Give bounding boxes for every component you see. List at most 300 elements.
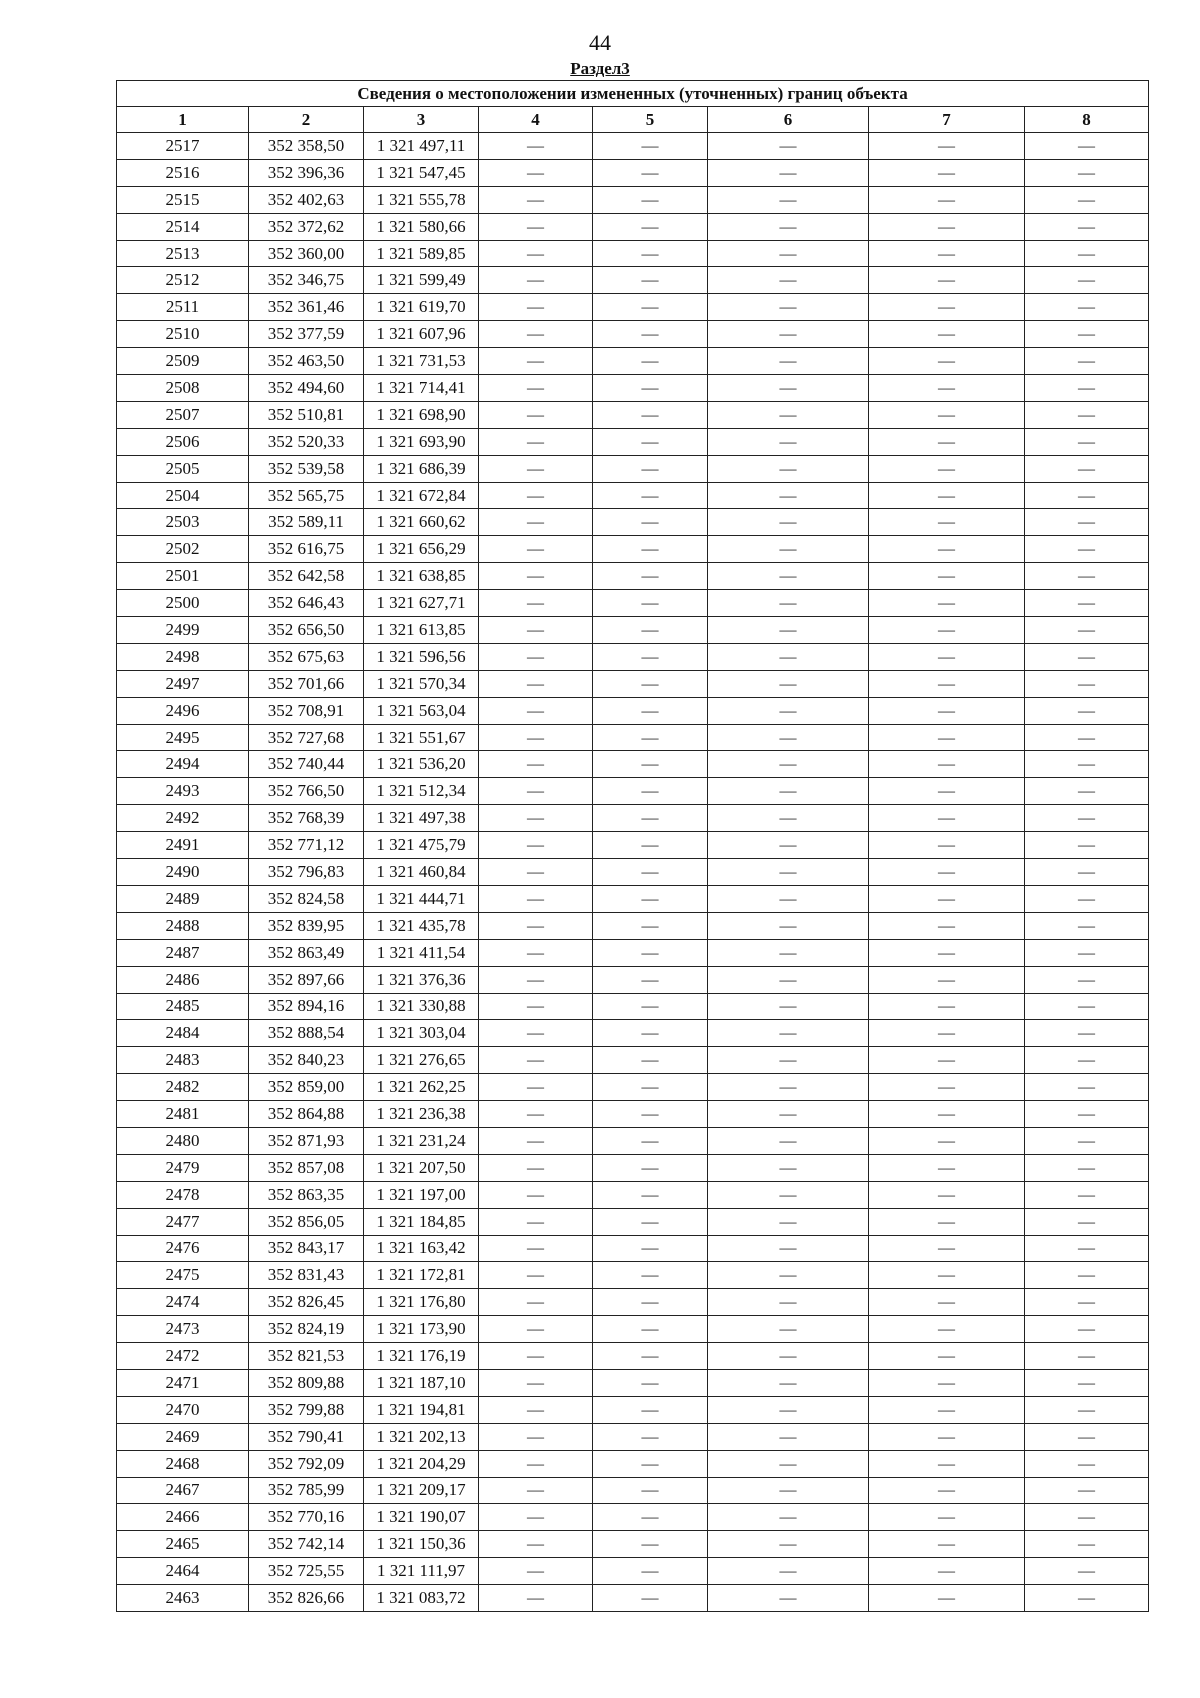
empty-dash-cell: — bbox=[708, 1504, 869, 1531]
point-number-cell: 2507 bbox=[117, 401, 249, 428]
empty-dash-cell: — bbox=[708, 428, 869, 455]
x-coordinate-cell: 352 826,66 bbox=[249, 1585, 364, 1612]
empty-dash-cell: — bbox=[479, 1450, 593, 1477]
empty-dash-cell: — bbox=[708, 1316, 869, 1343]
table-row bbox=[117, 885, 1149, 912]
x-coordinate-cell: 352 396,36 bbox=[249, 159, 364, 186]
empty-dash-cell: — bbox=[1025, 536, 1149, 563]
empty-dash-cell: — bbox=[869, 1369, 1025, 1396]
empty-dash-cell: — bbox=[869, 348, 1025, 375]
empty-dash-cell: — bbox=[593, 428, 708, 455]
point-number-cell: 2516 bbox=[117, 159, 249, 186]
empty-dash-cell: — bbox=[708, 1101, 869, 1128]
empty-dash-cell: — bbox=[1025, 240, 1149, 267]
table-row bbox=[117, 966, 1149, 993]
empty-dash-cell: — bbox=[1025, 133, 1149, 160]
empty-dash-cell: — bbox=[593, 1181, 708, 1208]
empty-dash-cell: — bbox=[869, 1127, 1025, 1154]
empty-dash-cell: — bbox=[479, 159, 593, 186]
empty-dash-cell: — bbox=[1025, 1074, 1149, 1101]
table-row bbox=[117, 482, 1149, 509]
point-number-cell: 2493 bbox=[117, 778, 249, 805]
empty-dash-cell: — bbox=[708, 1235, 869, 1262]
empty-dash-cell: — bbox=[593, 939, 708, 966]
empty-dash-cell: — bbox=[869, 1101, 1025, 1128]
y-coordinate-cell: 1 321 202,13 bbox=[364, 1423, 479, 1450]
table-row bbox=[117, 1101, 1149, 1128]
point-number-cell: 2505 bbox=[117, 455, 249, 482]
y-coordinate-cell: 1 321 163,42 bbox=[364, 1235, 479, 1262]
empty-dash-cell: — bbox=[479, 590, 593, 617]
y-coordinate-cell: 1 321 172,81 bbox=[364, 1262, 479, 1289]
empty-dash-cell: — bbox=[1025, 1127, 1149, 1154]
point-number-cell: 2486 bbox=[117, 966, 249, 993]
point-number-cell: 2495 bbox=[117, 724, 249, 751]
empty-dash-cell: — bbox=[1025, 213, 1149, 240]
x-coordinate-cell: 352 656,50 bbox=[249, 617, 364, 644]
y-coordinate-cell: 1 321 176,19 bbox=[364, 1343, 479, 1370]
x-coordinate-cell: 352 372,62 bbox=[249, 213, 364, 240]
point-number-cell: 2466 bbox=[117, 1504, 249, 1531]
empty-dash-cell: — bbox=[479, 1047, 593, 1074]
table-row bbox=[117, 509, 1149, 536]
empty-dash-cell: — bbox=[479, 1477, 593, 1504]
empty-dash-cell: — bbox=[593, 1585, 708, 1612]
boundary-coordinates-table bbox=[116, 80, 1149, 1612]
table-row bbox=[117, 1154, 1149, 1181]
y-coordinate-cell: 1 321 276,65 bbox=[364, 1047, 479, 1074]
y-coordinate-cell: 1 321 693,90 bbox=[364, 428, 479, 455]
empty-dash-cell: — bbox=[479, 1181, 593, 1208]
x-coordinate-cell: 352 856,05 bbox=[249, 1208, 364, 1235]
table-row bbox=[117, 643, 1149, 670]
empty-dash-cell: — bbox=[1025, 1585, 1149, 1612]
empty-dash-cell: — bbox=[708, 1396, 869, 1423]
empty-dash-cell: — bbox=[708, 240, 869, 267]
x-coordinate-cell: 352 402,63 bbox=[249, 186, 364, 213]
empty-dash-cell: — bbox=[479, 1020, 593, 1047]
y-coordinate-cell: 1 321 731,53 bbox=[364, 348, 479, 375]
empty-dash-cell: — bbox=[1025, 1504, 1149, 1531]
empty-dash-cell: — bbox=[1025, 563, 1149, 590]
point-number-cell: 2484 bbox=[117, 1020, 249, 1047]
empty-dash-cell: — bbox=[1025, 348, 1149, 375]
point-number-cell: 2502 bbox=[117, 536, 249, 563]
point-number-cell: 2517 bbox=[117, 133, 249, 160]
empty-dash-cell: — bbox=[593, 832, 708, 859]
column-header: 6 bbox=[708, 107, 869, 133]
point-number-cell: 2485 bbox=[117, 993, 249, 1020]
x-coordinate-cell: 352 642,58 bbox=[249, 563, 364, 590]
empty-dash-cell: — bbox=[869, 1289, 1025, 1316]
y-coordinate-cell: 1 321 547,45 bbox=[364, 159, 479, 186]
point-number-cell: 2511 bbox=[117, 294, 249, 321]
empty-dash-cell: — bbox=[1025, 1558, 1149, 1585]
table-row bbox=[117, 1396, 1149, 1423]
table-row bbox=[117, 294, 1149, 321]
point-number-cell: 2513 bbox=[117, 240, 249, 267]
point-number-cell: 2508 bbox=[117, 375, 249, 402]
empty-dash-cell: — bbox=[593, 240, 708, 267]
y-coordinate-cell: 1 321 475,79 bbox=[364, 832, 479, 859]
y-coordinate-cell: 1 321 194,81 bbox=[364, 1396, 479, 1423]
y-coordinate-cell: 1 321 555,78 bbox=[364, 186, 479, 213]
y-coordinate-cell: 1 321 303,04 bbox=[364, 1020, 479, 1047]
empty-dash-cell: — bbox=[593, 778, 708, 805]
empty-dash-cell: — bbox=[593, 1154, 708, 1181]
y-coordinate-cell: 1 321 173,90 bbox=[364, 1316, 479, 1343]
x-coordinate-cell: 352 831,43 bbox=[249, 1262, 364, 1289]
empty-dash-cell: — bbox=[1025, 832, 1149, 859]
point-number-cell: 2487 bbox=[117, 939, 249, 966]
empty-dash-cell: — bbox=[869, 832, 1025, 859]
empty-dash-cell: — bbox=[869, 1585, 1025, 1612]
y-coordinate-cell: 1 321 190,07 bbox=[364, 1504, 479, 1531]
empty-dash-cell: — bbox=[479, 617, 593, 644]
table-row bbox=[117, 455, 1149, 482]
y-coordinate-cell: 1 321 580,66 bbox=[364, 213, 479, 240]
point-number-cell: 2465 bbox=[117, 1531, 249, 1558]
point-number-cell: 2475 bbox=[117, 1262, 249, 1289]
empty-dash-cell: — bbox=[479, 1208, 593, 1235]
table-row bbox=[117, 697, 1149, 724]
y-coordinate-cell: 1 321 599,49 bbox=[364, 267, 479, 294]
empty-dash-cell: — bbox=[593, 159, 708, 186]
empty-dash-cell: — bbox=[869, 1423, 1025, 1450]
empty-dash-cell: — bbox=[479, 375, 593, 402]
column-header: 3 bbox=[364, 107, 479, 133]
empty-dash-cell: — bbox=[869, 966, 1025, 993]
column-header: 1 bbox=[117, 107, 249, 133]
empty-dash-cell: — bbox=[708, 375, 869, 402]
empty-dash-cell: — bbox=[708, 482, 869, 509]
empty-dash-cell: — bbox=[1025, 805, 1149, 832]
y-coordinate-cell: 1 321 497,38 bbox=[364, 805, 479, 832]
empty-dash-cell: — bbox=[708, 1450, 869, 1477]
empty-dash-cell: — bbox=[1025, 1101, 1149, 1128]
empty-dash-cell: — bbox=[593, 670, 708, 697]
empty-dash-cell: — bbox=[479, 401, 593, 428]
empty-dash-cell: — bbox=[593, 1450, 708, 1477]
empty-dash-cell: — bbox=[593, 1558, 708, 1585]
x-coordinate-cell: 352 894,16 bbox=[249, 993, 364, 1020]
y-coordinate-cell: 1 321 512,34 bbox=[364, 778, 479, 805]
x-coordinate-cell: 352 792,09 bbox=[249, 1450, 364, 1477]
table-row bbox=[117, 321, 1149, 348]
empty-dash-cell: — bbox=[708, 213, 869, 240]
table-row bbox=[117, 670, 1149, 697]
empty-dash-cell: — bbox=[869, 1477, 1025, 1504]
empty-dash-cell: — bbox=[479, 240, 593, 267]
empty-dash-cell: — bbox=[479, 885, 593, 912]
point-number-cell: 2477 bbox=[117, 1208, 249, 1235]
empty-dash-cell: — bbox=[869, 1558, 1025, 1585]
empty-dash-cell: — bbox=[593, 912, 708, 939]
table-row bbox=[117, 751, 1149, 778]
empty-dash-cell: — bbox=[593, 1020, 708, 1047]
y-coordinate-cell: 1 321 197,00 bbox=[364, 1181, 479, 1208]
empty-dash-cell: — bbox=[869, 1020, 1025, 1047]
empty-dash-cell: — bbox=[593, 1127, 708, 1154]
empty-dash-cell: — bbox=[479, 509, 593, 536]
empty-dash-cell: — bbox=[708, 267, 869, 294]
table-row bbox=[117, 1558, 1149, 1585]
empty-dash-cell: — bbox=[708, 993, 869, 1020]
empty-dash-cell: — bbox=[708, 1585, 869, 1612]
empty-dash-cell: — bbox=[708, 1558, 869, 1585]
empty-dash-cell: — bbox=[593, 482, 708, 509]
x-coordinate-cell: 352 701,66 bbox=[249, 670, 364, 697]
empty-dash-cell: — bbox=[593, 267, 708, 294]
empty-dash-cell: — bbox=[869, 455, 1025, 482]
x-coordinate-cell: 352 725,55 bbox=[249, 1558, 364, 1585]
empty-dash-cell: — bbox=[1025, 778, 1149, 805]
empty-dash-cell: — bbox=[1025, 294, 1149, 321]
empty-dash-cell: — bbox=[593, 1047, 708, 1074]
y-coordinate-cell: 1 321 627,71 bbox=[364, 590, 479, 617]
y-coordinate-cell: 1 321 184,85 bbox=[364, 1208, 479, 1235]
point-number-cell: 2512 bbox=[117, 267, 249, 294]
point-number-cell: 2480 bbox=[117, 1127, 249, 1154]
point-number-cell: 2514 bbox=[117, 213, 249, 240]
empty-dash-cell: — bbox=[708, 186, 869, 213]
y-coordinate-cell: 1 321 536,20 bbox=[364, 751, 479, 778]
empty-dash-cell: — bbox=[869, 697, 1025, 724]
y-coordinate-cell: 1 321 714,41 bbox=[364, 375, 479, 402]
table-row bbox=[117, 159, 1149, 186]
table-row bbox=[117, 240, 1149, 267]
empty-dash-cell: — bbox=[1025, 617, 1149, 644]
empty-dash-cell: — bbox=[479, 939, 593, 966]
empty-dash-cell: — bbox=[593, 805, 708, 832]
empty-dash-cell: — bbox=[869, 1531, 1025, 1558]
table-row bbox=[117, 536, 1149, 563]
y-coordinate-cell: 1 321 176,80 bbox=[364, 1289, 479, 1316]
y-coordinate-cell: 1 321 231,24 bbox=[364, 1127, 479, 1154]
y-coordinate-cell: 1 321 111,97 bbox=[364, 1558, 479, 1585]
point-number-cell: 2498 bbox=[117, 643, 249, 670]
x-coordinate-cell: 352 616,75 bbox=[249, 536, 364, 563]
table-row bbox=[117, 832, 1149, 859]
table-row bbox=[117, 375, 1149, 402]
empty-dash-cell: — bbox=[479, 186, 593, 213]
x-coordinate-cell: 352 785,99 bbox=[249, 1477, 364, 1504]
empty-dash-cell: — bbox=[1025, 1369, 1149, 1396]
x-coordinate-cell: 352 708,91 bbox=[249, 697, 364, 724]
empty-dash-cell: — bbox=[708, 1477, 869, 1504]
y-coordinate-cell: 1 321 570,34 bbox=[364, 670, 479, 697]
x-coordinate-cell: 352 796,83 bbox=[249, 859, 364, 886]
empty-dash-cell: — bbox=[1025, 1235, 1149, 1262]
x-coordinate-cell: 352 799,88 bbox=[249, 1396, 364, 1423]
y-coordinate-cell: 1 321 460,84 bbox=[364, 859, 479, 886]
x-coordinate-cell: 352 871,93 bbox=[249, 1127, 364, 1154]
empty-dash-cell: — bbox=[593, 859, 708, 886]
x-coordinate-cell: 352 809,88 bbox=[249, 1369, 364, 1396]
empty-dash-cell: — bbox=[1025, 1154, 1149, 1181]
empty-dash-cell: — bbox=[479, 294, 593, 321]
y-coordinate-cell: 1 321 656,29 bbox=[364, 536, 479, 563]
empty-dash-cell: — bbox=[593, 536, 708, 563]
empty-dash-cell: — bbox=[1025, 993, 1149, 1020]
empty-dash-cell: — bbox=[869, 1208, 1025, 1235]
empty-dash-cell: — bbox=[1025, 267, 1149, 294]
x-coordinate-cell: 352 824,19 bbox=[249, 1316, 364, 1343]
empty-dash-cell: — bbox=[593, 1316, 708, 1343]
y-coordinate-cell: 1 321 551,67 bbox=[364, 724, 479, 751]
y-coordinate-cell: 1 321 209,17 bbox=[364, 1477, 479, 1504]
table-row bbox=[117, 1585, 1149, 1612]
table-row bbox=[117, 590, 1149, 617]
empty-dash-cell: — bbox=[593, 1477, 708, 1504]
empty-dash-cell: — bbox=[479, 912, 593, 939]
empty-dash-cell: — bbox=[593, 1343, 708, 1370]
empty-dash-cell: — bbox=[708, 509, 869, 536]
empty-dash-cell: — bbox=[479, 751, 593, 778]
y-coordinate-cell: 1 321 596,56 bbox=[364, 643, 479, 670]
empty-dash-cell: — bbox=[593, 294, 708, 321]
empty-dash-cell: — bbox=[1025, 1181, 1149, 1208]
empty-dash-cell: — bbox=[593, 590, 708, 617]
empty-dash-cell: — bbox=[479, 1262, 593, 1289]
empty-dash-cell: — bbox=[869, 267, 1025, 294]
x-coordinate-cell: 352 770,16 bbox=[249, 1504, 364, 1531]
x-coordinate-cell: 352 539,58 bbox=[249, 455, 364, 482]
table-row bbox=[117, 1047, 1149, 1074]
empty-dash-cell: — bbox=[479, 778, 593, 805]
table-row bbox=[117, 1423, 1149, 1450]
point-number-cell: 2468 bbox=[117, 1450, 249, 1477]
empty-dash-cell: — bbox=[708, 590, 869, 617]
section-title: Раздел3 bbox=[570, 59, 630, 78]
x-coordinate-cell: 352 494,60 bbox=[249, 375, 364, 402]
point-number-cell: 2467 bbox=[117, 1477, 249, 1504]
point-number-cell: 2509 bbox=[117, 348, 249, 375]
empty-dash-cell: — bbox=[479, 1585, 593, 1612]
empty-dash-cell: — bbox=[479, 1289, 593, 1316]
empty-dash-cell: — bbox=[708, 1181, 869, 1208]
empty-dash-cell: — bbox=[1025, 751, 1149, 778]
empty-dash-cell: — bbox=[1025, 1450, 1149, 1477]
point-number-cell: 2476 bbox=[117, 1235, 249, 1262]
empty-dash-cell: — bbox=[708, 1154, 869, 1181]
empty-dash-cell: — bbox=[1025, 1020, 1149, 1047]
empty-dash-cell: — bbox=[708, 401, 869, 428]
table-row bbox=[117, 1208, 1149, 1235]
empty-dash-cell: — bbox=[1025, 1316, 1149, 1343]
point-number-cell: 2474 bbox=[117, 1289, 249, 1316]
empty-dash-cell: — bbox=[869, 859, 1025, 886]
x-coordinate-cell: 352 840,23 bbox=[249, 1047, 364, 1074]
point-number-cell: 2510 bbox=[117, 321, 249, 348]
table-row bbox=[117, 724, 1149, 751]
table-row bbox=[117, 1235, 1149, 1262]
empty-dash-cell: — bbox=[869, 186, 1025, 213]
empty-dash-cell: — bbox=[1025, 159, 1149, 186]
empty-dash-cell: — bbox=[1025, 428, 1149, 455]
empty-dash-cell: — bbox=[593, 1423, 708, 1450]
empty-dash-cell: — bbox=[479, 321, 593, 348]
table-row bbox=[117, 1531, 1149, 1558]
table-row bbox=[117, 1127, 1149, 1154]
point-number-cell: 2463 bbox=[117, 1585, 249, 1612]
empty-dash-cell: — bbox=[1025, 939, 1149, 966]
empty-dash-cell: — bbox=[1025, 697, 1149, 724]
empty-dash-cell: — bbox=[1025, 590, 1149, 617]
point-number-cell: 2501 bbox=[117, 563, 249, 590]
y-coordinate-cell: 1 321 563,04 bbox=[364, 697, 479, 724]
x-coordinate-cell: 352 843,17 bbox=[249, 1235, 364, 1262]
table-row bbox=[117, 993, 1149, 1020]
y-coordinate-cell: 1 321 204,29 bbox=[364, 1450, 479, 1477]
table-row bbox=[117, 267, 1149, 294]
point-number-cell: 2515 bbox=[117, 186, 249, 213]
empty-dash-cell: — bbox=[708, 1127, 869, 1154]
empty-dash-cell: — bbox=[869, 1181, 1025, 1208]
empty-dash-cell: — bbox=[708, 885, 869, 912]
empty-dash-cell: — bbox=[708, 321, 869, 348]
y-coordinate-cell: 1 321 330,88 bbox=[364, 993, 479, 1020]
point-number-cell: 2504 bbox=[117, 482, 249, 509]
point-number-cell: 2500 bbox=[117, 590, 249, 617]
x-coordinate-cell: 352 859,00 bbox=[249, 1074, 364, 1101]
empty-dash-cell: — bbox=[479, 563, 593, 590]
y-coordinate-cell: 1 321 376,36 bbox=[364, 966, 479, 993]
y-coordinate-cell: 1 321 672,84 bbox=[364, 482, 479, 509]
empty-dash-cell: — bbox=[708, 1423, 869, 1450]
empty-dash-cell: — bbox=[869, 321, 1025, 348]
empty-dash-cell: — bbox=[479, 832, 593, 859]
table-row bbox=[117, 213, 1149, 240]
empty-dash-cell: — bbox=[708, 159, 869, 186]
empty-dash-cell: — bbox=[1025, 1531, 1149, 1558]
empty-dash-cell: — bbox=[708, 1289, 869, 1316]
empty-dash-cell: — bbox=[708, 751, 869, 778]
point-number-cell: 2464 bbox=[117, 1558, 249, 1585]
empty-dash-cell: — bbox=[869, 939, 1025, 966]
x-coordinate-cell: 352 863,49 bbox=[249, 939, 364, 966]
column-header: 5 bbox=[593, 107, 708, 133]
table-row bbox=[117, 939, 1149, 966]
x-coordinate-cell: 352 863,35 bbox=[249, 1181, 364, 1208]
empty-dash-cell: — bbox=[593, 133, 708, 160]
empty-dash-cell: — bbox=[869, 375, 1025, 402]
empty-dash-cell: — bbox=[593, 1369, 708, 1396]
empty-dash-cell: — bbox=[869, 1047, 1025, 1074]
empty-dash-cell: — bbox=[479, 859, 593, 886]
empty-dash-cell: — bbox=[1025, 1396, 1149, 1423]
empty-dash-cell: — bbox=[479, 348, 593, 375]
y-coordinate-cell: 1 321 619,70 bbox=[364, 294, 479, 321]
empty-dash-cell: — bbox=[869, 912, 1025, 939]
column-header: 4 bbox=[479, 107, 593, 133]
y-coordinate-cell: 1 321 150,36 bbox=[364, 1531, 479, 1558]
y-coordinate-cell: 1 321 236,38 bbox=[364, 1101, 479, 1128]
empty-dash-cell: — bbox=[708, 617, 869, 644]
y-coordinate-cell: 1 321 444,71 bbox=[364, 885, 479, 912]
x-coordinate-cell: 352 510,81 bbox=[249, 401, 364, 428]
x-coordinate-cell: 352 463,50 bbox=[249, 348, 364, 375]
empty-dash-cell: — bbox=[1025, 509, 1149, 536]
point-number-cell: 2483 bbox=[117, 1047, 249, 1074]
empty-dash-cell: — bbox=[479, 482, 593, 509]
empty-dash-cell: — bbox=[1025, 912, 1149, 939]
point-number-cell: 2472 bbox=[117, 1343, 249, 1370]
x-coordinate-cell: 352 864,88 bbox=[249, 1101, 364, 1128]
point-number-cell: 2479 bbox=[117, 1154, 249, 1181]
x-coordinate-cell: 352 589,11 bbox=[249, 509, 364, 536]
empty-dash-cell: — bbox=[708, 805, 869, 832]
